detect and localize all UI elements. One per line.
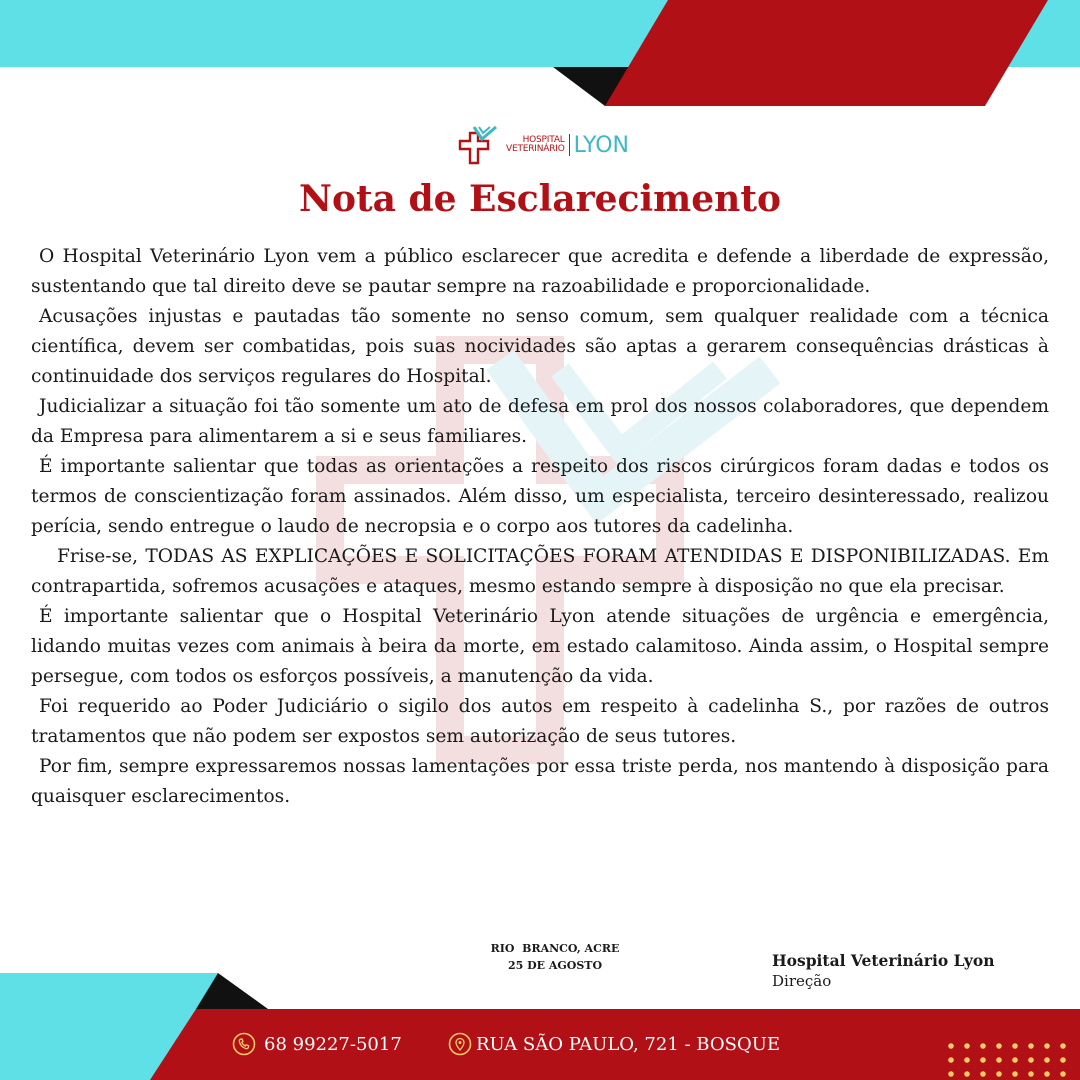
decorative-dot <box>1044 1043 1050 1049</box>
decorative-dot <box>948 1043 954 1049</box>
logo-small-text <box>506 136 565 154</box>
decorative-dot <box>980 1071 986 1077</box>
cross-check-icon <box>458 123 500 167</box>
decorative-dot <box>1012 1057 1018 1063</box>
decorative-dot <box>948 1071 954 1077</box>
paragraph-2: Acusações injustas e pautadas tão somente no senso comum, sem qualquer realidade com a técnica científica, devem ser combatidas, pois suas nocividades são aptas a gerarem consequências drásticas à continuidade dos serviços regulares do Hospital. <box>31 306 1049 387</box>
hospital-logo <box>458 122 658 168</box>
decorative-dot <box>980 1057 986 1063</box>
logo-separator <box>569 134 570 156</box>
decorative-dot <box>1028 1057 1034 1063</box>
location-pin-icon <box>448 1032 472 1056</box>
logo-brand: LYON <box>573 132 629 158</box>
paragraph-5: Frise-se, TODAS AS EXPLICAÇÕES E SOLICITAÇÕES FORAM ATENDIDAS E DISPONIBILIZADAS. Em contrapartida, sofremos acusações e ataques, mesmo estando sempre à disposição no que ela precisar. <box>31 546 1049 597</box>
footer-phone-text: 68 99227-5017 <box>264 1033 402 1055</box>
paragraph-7: Foi requerido ao Poder Judiciário o sigilo dos autos em respeito à cadelinha S., por razões de outros tratamentos que não podem ser expostos sem autorização de seus tutores. <box>31 696 1049 747</box>
logo-line-2: VETERINÁRIO <box>506 144 565 154</box>
phone-icon <box>232 1032 256 1056</box>
decorative-dot <box>964 1057 970 1063</box>
place-city: RIO BRANCO, ACRE <box>490 942 620 955</box>
paragraph-6: É importante salientar que o Hospital Veterinário Lyon atende situações de urgência e emergência, lidando muitas vezes com animais à beira da morte, em estado calamitoso. Ainda assim, o Hospital sempre persegue, com todos os esforços possíveis, a manutenção da vida. <box>31 606 1049 687</box>
paragraph-1: O Hospital Veterinário Lyon vem a público esclarecer que acredita e defende a liberdade de expressão, sustentando que tal direito deve se pautar sempre na razoabilidade e proporcionalidade. <box>31 246 1049 297</box>
footer-address-text: RUA SÃO PAULO, 721 - BOSQUE <box>476 1033 781 1055</box>
bottom-decoration <box>0 965 1080 1080</box>
signature-name: Hospital Veterinário Lyon <box>772 951 995 970</box>
footer-address[interactable] <box>448 1030 780 1058</box>
paragraph-3: Judicializar a situação foi tão somente um ato de defesa em prol dos nossos colaboradores, que dependem da Empresa para alimentarem a si e seus familiares. <box>31 396 1049 447</box>
decorative-dot <box>964 1043 970 1049</box>
page-title: Nota de Esclarecimento <box>299 178 781 220</box>
decorative-dot <box>1060 1071 1066 1077</box>
footer-phone[interactable] <box>232 1030 402 1058</box>
decorative-dot <box>1028 1043 1034 1049</box>
signature-role: Direção <box>772 972 832 990</box>
decorative-dot <box>1012 1043 1018 1049</box>
decorative-dot <box>980 1043 986 1049</box>
decorative-dot <box>1044 1071 1050 1077</box>
decorative-dot <box>996 1057 1002 1063</box>
decorative-dot <box>1060 1057 1066 1063</box>
decorative-dot <box>964 1071 970 1077</box>
place-date: 25 DE AGOSTO <box>507 959 603 972</box>
statement-body <box>31 242 1049 812</box>
decorative-dot <box>996 1043 1002 1049</box>
decorative-dot <box>1012 1071 1018 1077</box>
paragraph-4: É importante salientar que todas as orientações a respeito dos riscos cirúrgicos foram dadas e todos os termos de conscientização foram assinados. Além disso, um especialista, terceiro desinteressado, realizou perícia, sendo entregue o laudo de necropsia e o corpo aos tutores da cadelinha. <box>31 456 1049 537</box>
decorative-dot <box>1028 1071 1034 1077</box>
decorative-dots <box>945 1040 1075 1080</box>
logo-line-1: HOSPITAL <box>522 135 565 145</box>
decorative-dot <box>1044 1057 1050 1063</box>
top-decoration <box>0 0 1080 110</box>
decorative-dot <box>1060 1043 1066 1049</box>
decorative-dot <box>996 1071 1002 1077</box>
decorative-dot <box>948 1057 954 1063</box>
top-red-band <box>605 0 1048 106</box>
paragraph-8: Por fim, sempre expressaremos nossas lamentações por essa triste perda, nos mantendo à disposição para quaisquer esclarecimentos. <box>31 756 1049 807</box>
